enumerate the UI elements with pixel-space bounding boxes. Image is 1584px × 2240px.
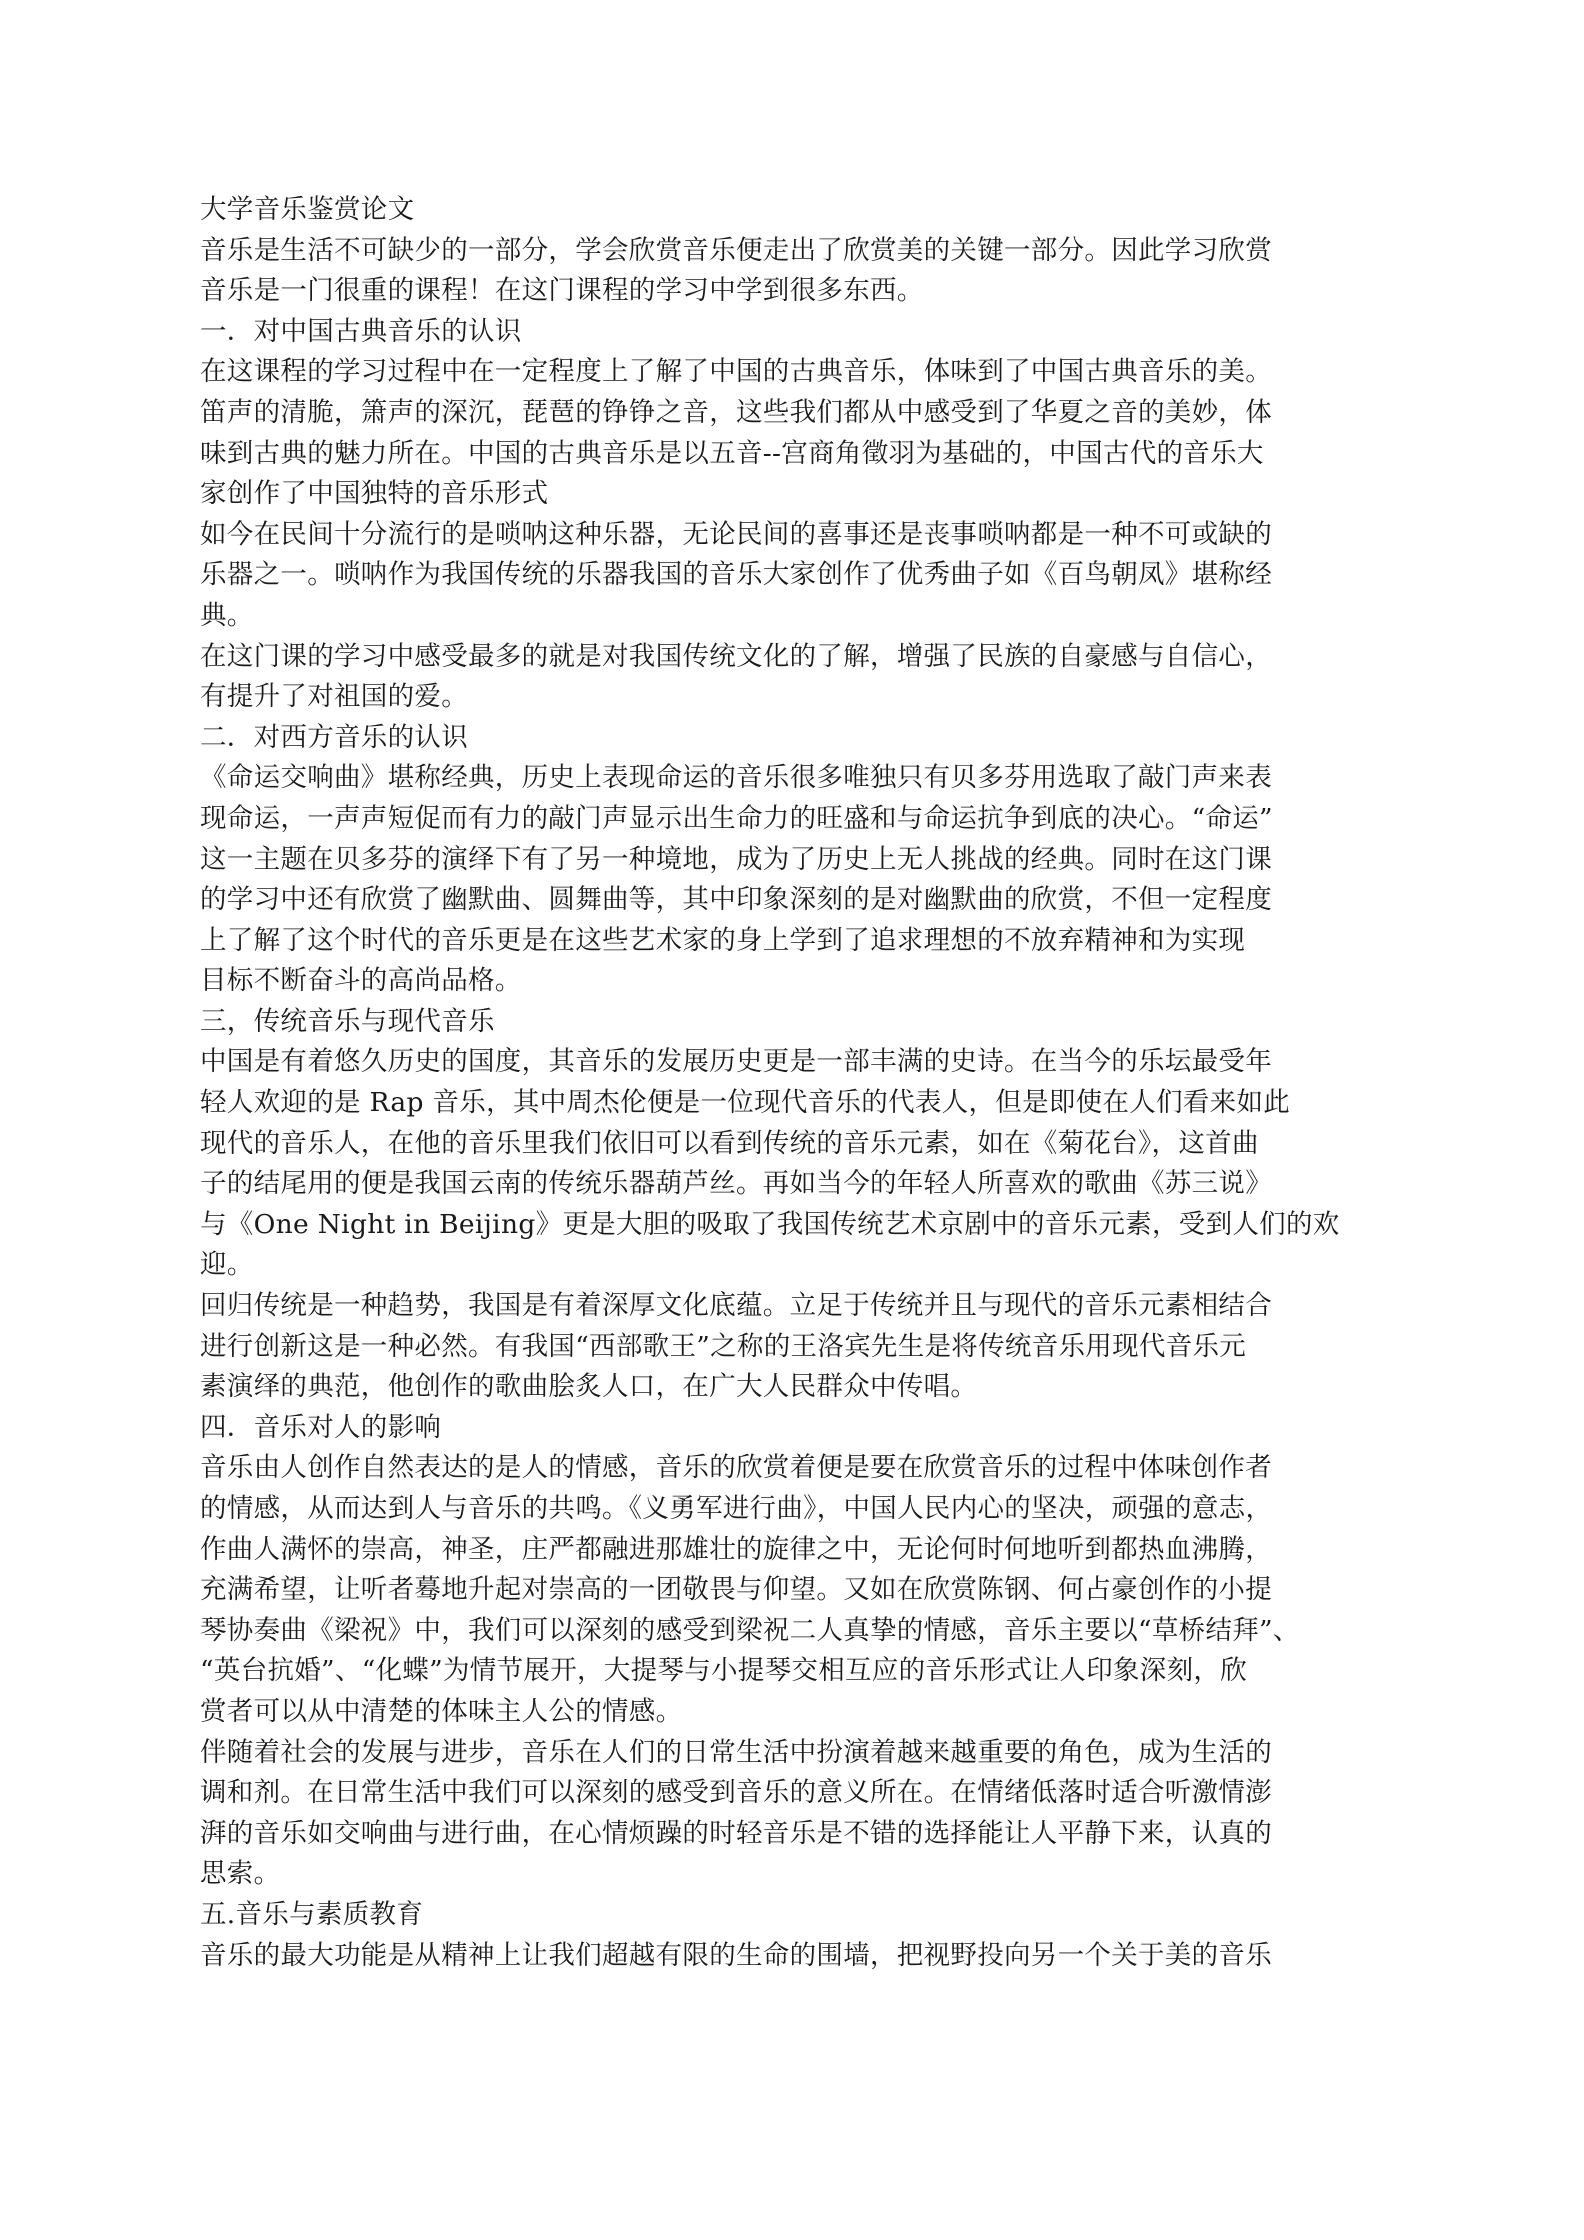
text-line: 有提升了对祖国的爱。 <box>200 681 468 713</box>
text-line: 《命运交响曲》堪称经典，历史上表现命运的音乐很多唯独只有贝多芬用选取了敲门声来表 <box>200 762 1272 794</box>
section-heading: 三，传统音乐与现代音乐 <box>200 1005 495 1037</box>
text-line: 作曲人满怀的崇高，神圣，庄严都融进那雄壮的旋律之中，无论何时何地听到都热血沸腾， <box>200 1533 1272 1565</box>
text-line: 在这门课的学习中感受最多的就是对我国传统文化的了解，增强了民族的自豪感与自信心， <box>200 640 1272 672</box>
text-line: 子的结尾用的便是我国云南的传统乐器葫芦丝。再如当今的年轻人所喜欢的歌曲《苏三说》 <box>200 1168 1272 1200</box>
text-line: 现命运，一声声短促而有力的敲门声显示出生命力的旺盛和与命运抗争到底的决心。“命运” <box>200 802 1273 834</box>
text-line: 迎。 <box>200 1249 254 1281</box>
text-line: 这一主题在贝多芬的演绎下有了另一种境地，成为了历史上无人挑战的经典。同时在这门课 <box>200 843 1272 875</box>
text-line: 赏者可以从中清楚的体味主人公的情感。 <box>200 1695 683 1727</box>
text-line: 回归传统是一种趋势，我国是有着深厚文化底蕴。立足于传统并且与现代的音乐元素相结合 <box>200 1290 1272 1322</box>
text-line: 调和剂。在日常生活中我们可以深刻的感受到音乐的意义所在。在情绪低落时适合听激情澎 <box>200 1777 1272 1809</box>
text-line: 伴随着社会的发展与进步，音乐在人们的日常生活中扮演着越来越重要的角色，成为生活的 <box>200 1736 1272 1768</box>
text-line: 典。 <box>200 599 254 631</box>
section-heading: 五.音乐与素质教育 <box>200 1898 424 1930</box>
text-line: 充满希望，让听者蓦地升起对崇高的一团敬畏与仰望。又如在欣赏陈钢、何占豪创作的小提 <box>200 1574 1272 1606</box>
text-line: 素演绎的典范，他创作的歌曲脍炙人口，在广大人民群众中传唱。 <box>200 1371 978 1403</box>
text-line: 家创作了中国独特的音乐形式 <box>200 478 549 510</box>
text-line: 上了解了这个时代的音乐更是在这些艺术家的身上学到了追求理想的不放弃精神和为实现 <box>200 924 1246 956</box>
text-line: 音乐是生活不可缺少的一部分，学会欣赏音乐便走出了欣赏美的关键一部分。因此学习欣赏 <box>200 234 1272 266</box>
text-line: 味到古典的魅力所在。中国的古典音乐是以五音--宫商角徵羽为基础的，中国古代的音乐大 <box>200 437 1264 469</box>
text-line: 进行创新这是一种必然。有我国“西部歌王”之称的王洛宾先生是将传统音乐用现代音乐元 <box>200 1330 1247 1362</box>
text-line: 湃的音乐如交响曲与进行曲，在心情烦躁的时轻音乐是不错的选择能让人平静下来，认真的 <box>200 1817 1272 1849</box>
text-line: 琴协奏曲《梁祝》中，我们可以深刻的感受到梁祝二人真挚的情感，音乐主要以“草桥结拜”、 <box>200 1614 1300 1646</box>
text-line: 思索。 <box>200 1858 281 1890</box>
text-line: 轻人欢迎的是 Rap 音乐，其中周杰伦便是一位现代音乐的代表人，但是即使在人们看来如此 <box>200 1087 1291 1119</box>
text-line: 中国是有着悠久历史的国度，其音乐的发展历史更是一部丰满的史诗。在当今的乐坛最受年 <box>200 1046 1272 1078</box>
text-line: 的情感，从而达到人与音乐的共鸣。《义勇军进行曲》，中国人民内心的坚决，顽强的意志， <box>200 1493 1273 1524</box>
text-line: 如今在民间十分流行的是唢呐这种乐器，无论民间的喜事还是丧事唢呐都是一种不可或缺的 <box>200 518 1272 550</box>
text-line: 笛声的清脆，箫声的深沉，琵琶的铮铮之音，这些我们都从中感受到了华夏之音的美妙，体 <box>200 396 1272 428</box>
text-line: 音乐是一门很重的课程！在这门课程的学习中学到很多东西。 <box>200 275 924 307</box>
text-line: “英台抗婚”、“化蝶”为情节展开，大提琴与小提琴交相互应的音乐形式让人印象深刻，欣 <box>200 1655 1247 1687</box>
document-body <box>200 190 1384 1976</box>
text-line: 在这课程的学习过程中在一定程度上了解了中国的古典音乐，体味到了中国古典音乐的美。 <box>200 356 1272 388</box>
text-line: 的学习中还有欣赏了幽默曲、圆舞曲等，其中印象深刻的是对幽默曲的欣赏，不但一定程度 <box>200 884 1272 916</box>
section-heading: 一．对中国古典音乐的认识 <box>200 315 522 347</box>
text-line: 目标不断奋斗的高尚品格。 <box>200 965 522 997</box>
text-line: 音乐由人创作自然表达的是人的情感，音乐的欣赏着便是要在欣赏音乐的过程中体味创作者 <box>200 1452 1272 1484</box>
section-heading: 四．音乐对人的影响 <box>200 1411 442 1443</box>
text-line: 与《One Night in Beijing》更是大胆的吸取了我国传统艺术京剧中的音乐元素，受到人们的欢 <box>200 1208 1340 1240</box>
text-line: 音乐的最大功能是从精神上让我们超越有限的生命的围墙，把视野投向另一个关于美的音乐 <box>200 1939 1272 1971</box>
text-line: 现代的音乐人，在他的音乐里我们依旧可以看到传统的音乐元素，如在《菊花台》，这首曲 <box>200 1127 1259 1159</box>
section-heading: 二．对西方音乐的认识 <box>200 721 468 753</box>
text-line: 乐器之一。唢呐作为我国传统的乐器我国的音乐大家创作了优秀曲子如《百鸟朝凤》堪称经 <box>200 559 1272 591</box>
document-title: 大学音乐鉴赏论文 <box>200 194 415 225</box>
